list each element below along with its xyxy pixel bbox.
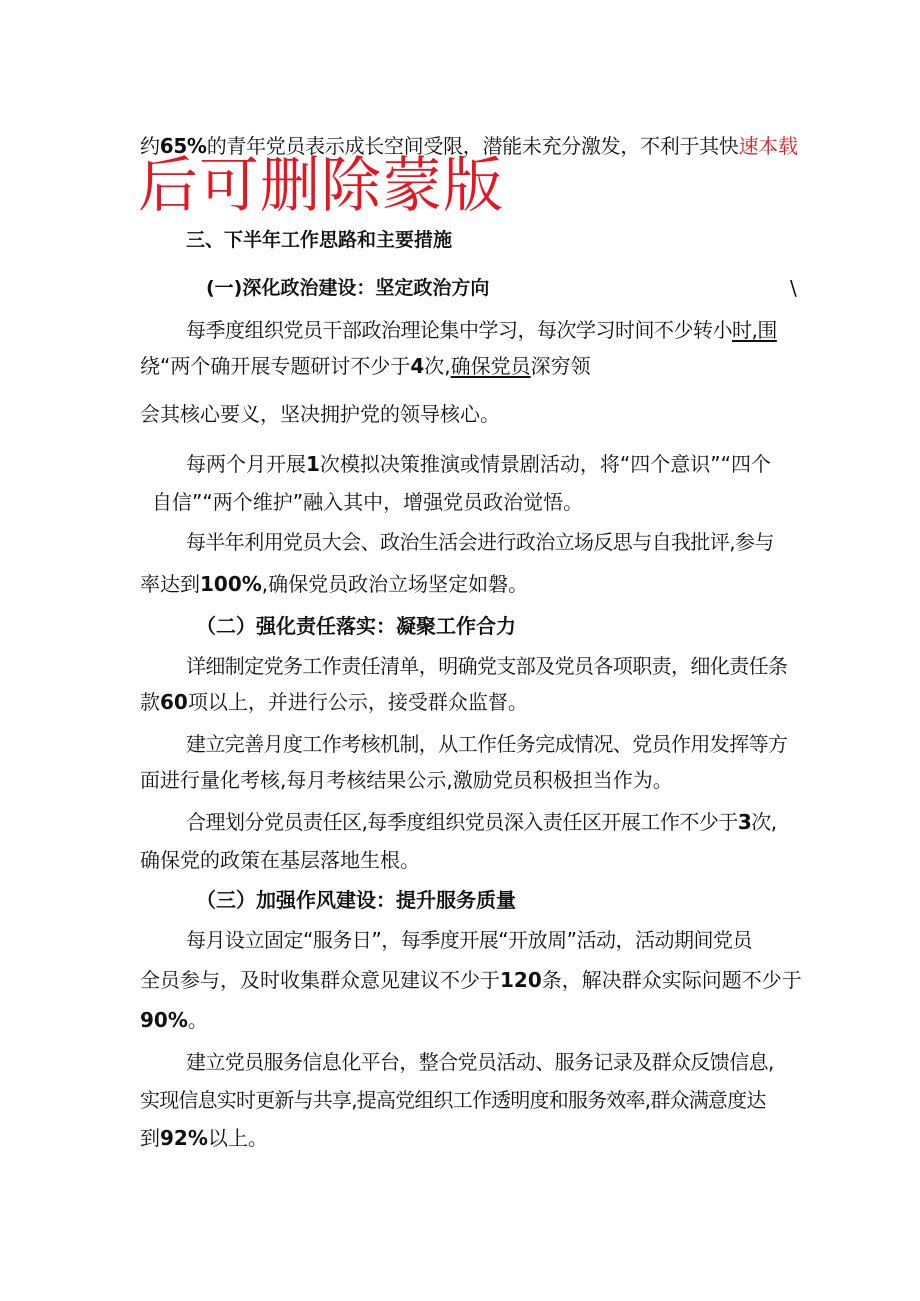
number: 60 [160,690,188,714]
text-run: 深穷领 [530,354,591,378]
underlined-text: 时,围 [732,318,777,342]
paragraph-line: 会其核心要义，坚决拥护党的领导核心。 [140,402,500,426]
paragraph-line: 确保党的政策在基层落地生根。 [140,848,420,872]
watermark-inline-text: 速本载 [738,134,798,158]
paragraph-line [140,352,591,380]
text-run: 次, [424,354,451,378]
number: 1 [306,452,320,476]
text-run: 全员参与，及时收集群众意见建议不少于 [140,968,500,992]
paragraph-line: 详细制定党务工作责任清单，明确党支部及党员各项职责，细化责任条 [186,654,788,678]
number: 90% [140,1008,188,1032]
stray-mark: \ [790,276,797,300]
subsection-heading-2: （二）强化责任落实：凝聚工作合力 [196,614,516,638]
paragraph-line: 实现信息实时更新与共享,提高党组织工作透明度和服务效率,群众满意度达 [140,1088,766,1112]
number: 100% [200,572,262,596]
paragraph-line [186,450,771,478]
text-run: 绕“两个确开展专题研讨不少于 [140,354,411,378]
text-run: 次模拟决策推演或情景剧活动，将“四个意识”“四个 [319,452,772,476]
text-run: 条，解决群众实际问题不少于 [541,968,802,992]
text-run: 项以上，并进行公示，接受群众监督。 [187,690,528,714]
text-run: 合理划分党员责任区,每季度组织党员深入责任区开展工作不少于 [186,810,738,834]
text-run: 到 [140,1126,160,1150]
text-run: 。 [187,1008,208,1032]
intro-text: 的青年党员表示成长空间受限，潜能未充分激发，不利于其快 [206,134,739,158]
number: 4 [410,354,425,378]
text-run: 率达到 [140,572,200,596]
number: 92% [160,1126,208,1150]
number: 3 [737,810,752,834]
paragraph-line: 每半年利用党员大会、政治生活会进行政治立场反思与自我批评,参与 [186,530,774,554]
text-run: ,确保党员政治立场坚定如磐。 [261,572,529,596]
paragraph-line [140,688,528,716]
text-run: 每季度组织党员干部政治理论集中学习，每次学习时间不少转小 [186,318,732,342]
watermark-overlay-text: 后可删除蒙版 [138,151,504,221]
paragraph-line: 面进行量化考核,每月考核结果公示,激励党员积极担当作为。 [140,768,673,792]
paragraph-line [140,1006,208,1034]
paragraph-line: 自信”“两个维护”融入其中，增强党员政治觉悟。 [152,490,584,514]
paragraph-line [186,316,777,344]
text-run: 以上。 [207,1126,268,1150]
subsection-heading-3: （三）加强作风建设：提升服务质量 [196,888,516,912]
paragraph-line [186,808,777,836]
intro-text: 约 [140,134,160,158]
text-run: 款 [140,690,160,714]
paragraph-line [140,570,528,598]
intro-number: 65% [159,134,207,158]
underlined-text: 确保党员 [450,354,531,378]
paragraph-line: 每月设立固定“服务日”，每季度开展“开放周”活动，活动期间党员 [186,928,752,952]
paragraph-line [140,966,802,994]
text-run: 每两个月开展 [186,452,306,476]
section-heading: 三、下半年工作思路和主要措施 [186,229,453,251]
paragraph-line: 建立完善月度工作考核机制，从工作任务完成情况、党员作用发挥等方 [186,732,788,756]
text-run: 次, [751,810,777,834]
subsection-heading-1: (一)深化政治建设：坚定政治方向 [206,277,490,299]
paragraph-line: 建立党员服务信息化平台，整合党员活动、服务记录及群众反馈信息, [186,1050,774,1074]
number: 120 [500,968,542,992]
paragraph-line [140,1124,268,1152]
